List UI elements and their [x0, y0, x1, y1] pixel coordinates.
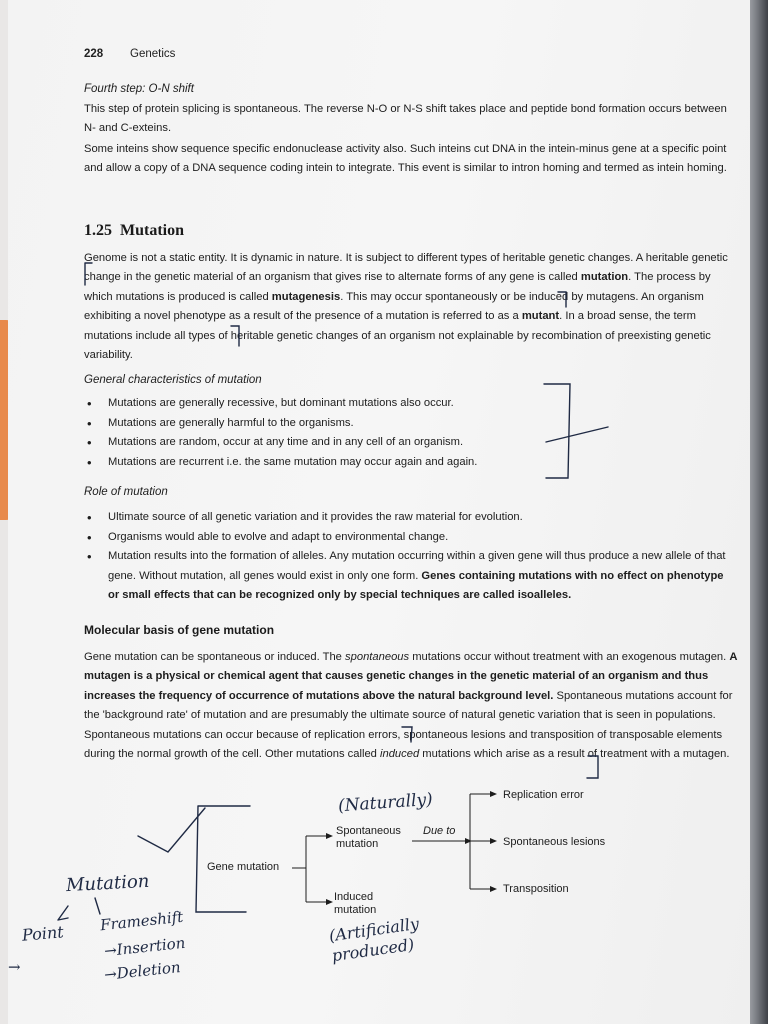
diagram-node-spontaneous: Spontaneous mutation	[336, 825, 401, 850]
handwritten-point: Point	[21, 922, 65, 945]
handwritten-mutation: Mutation	[65, 870, 150, 897]
item-text-bold: Genes containing mutations with no effect on phenotype or small effects that can be recognized only by special techniques are called isoalleles.	[108, 569, 724, 602]
para-text: Spontaneous mutations account for the 'background rate' of mutation and are presumably the ultimate source of natural genetic variation that is seen in populations. Spontaneous mutations can occur because of replication errors, spontaneous lesions and transposition of transposable elements during the normal growth of the cell. Other mutations called	[84, 689, 733, 761]
pen-cross-stroke	[546, 427, 608, 442]
pen-bracket-characteristics	[544, 384, 570, 478]
item-text: Mutation results into the formation of alleles. Any mutation occurring within a given gene will thus produce a new allele of that gene. Without mutation, all genes would exist in only one form.	[108, 550, 726, 582]
handwritten-deletion: →Deletion	[103, 958, 182, 984]
diagram-leaf-transposition: Transposition	[503, 883, 569, 895]
intro-text: Genome is not a static entity. It is dynamic in nature. It is subject to different types of heritable genetic changes. A heritable genetic change in the genetic material of an organism that gives rise to alternate forms of any gene is called	[84, 252, 728, 284]
handwritten-arrow: →	[8, 958, 21, 976]
list-item: • Mutations are generally harmful to the organisms.	[84, 414, 734, 434]
diagram-leaf-replication-error: Replication error	[503, 789, 584, 801]
intro-text: . The process by which mutations is produced is called	[84, 271, 711, 303]
list-item: • Mutations are recurrent i.e. the same mutation may occur again and again.	[84, 453, 734, 473]
para-text: mutations occur without treatment with an exogenous mutagen.	[409, 651, 730, 663]
handwritten-frameshift: Frameshift	[99, 907, 185, 935]
term-spontaneous: spontaneous	[345, 651, 410, 663]
intro-text: . In a broad sense, the term mutations include all types of heritable genetic changes of an organism not explainable by recombination of preexisting genetic variability.	[84, 310, 711, 362]
handwritten-insertion: →Insertion	[103, 933, 187, 961]
diagram-node-induced: Induced mutation	[334, 891, 377, 916]
diagram-root-gene-mutation: Gene mutation	[207, 861, 280, 873]
mutagen-definition: A mutagen is a physical or chemical agent that causes genetic changes in the genetic material of an organism and thus increases the frequency of occurrence of mutations above the natural background level.	[84, 651, 738, 702]
handwritten-artificially-produced: (Artificially produced)	[327, 913, 421, 966]
handwritten-naturally: (Naturally)	[337, 789, 434, 817]
pen-bracket-mutant	[231, 326, 239, 346]
list-item: • Ultimate source of all genetic variation and it provides the raw material for evolution.	[84, 508, 728, 528]
pen-bracket-diagram	[196, 806, 250, 912]
diagram-arrowheads	[326, 791, 497, 905]
para-text: mutations which arise as a result of treatment with a mutagen.	[419, 748, 730, 761]
pen-bracket-start	[85, 263, 92, 285]
pen-bracket-mutagen	[587, 756, 598, 778]
general-characteristics-heading: General characteristics of mutation	[84, 374, 262, 386]
list-item: • Mutations are generally recessive, but dominant mutations also occur.	[84, 394, 734, 414]
fourth-step-paragraph-1: This step of protein splicing is spontaneous. The reverse N-O or N-S shift takes place and peptide bond formation occurs between N- and C-exteins.	[84, 103, 727, 135]
p2-text: Some inteins show sequence specific endonuclease activity also. Such inteins cut DNA in the intein-minus gene at a specific point and allow a copy of a DNA sequence coding intein to integrate. This event is similar to intron homing and termed as intein homing.	[84, 143, 727, 175]
diagram-due-to: Due to	[423, 825, 456, 837]
page-number: 228	[84, 48, 104, 60]
pen-marks	[58, 263, 608, 920]
list-item: • Organisms would able to evolve and adapt to environmental change.	[84, 528, 728, 548]
pen-stroke-frameshift	[95, 898, 100, 914]
pen-tick-mark	[138, 808, 205, 852]
term-mutation: mutation	[580, 271, 629, 284]
diagram-leaf-spontaneous-lesions: Spontaneous lesions	[503, 836, 606, 848]
section-title: Mutation	[120, 222, 184, 239]
pen-bracket-populations	[402, 727, 412, 742]
fourth-step-title: Fourth step: O-N shift	[84, 83, 194, 95]
pen-bracket-mutagenesis	[558, 292, 566, 307]
term-mutagenesis: mutagenesis	[271, 290, 341, 303]
role-of-mutation-heading: Role of mutation	[84, 486, 168, 498]
molecular-basis-heading: Molecular basis of gene mutation	[84, 623, 275, 637]
running-header: Genetics	[130, 48, 176, 60]
term-mutant: mutant	[521, 310, 560, 323]
intro-text: . This may occur spontaneously or be induced by mutagens. An organism exhibiting a novel phenotype as a result of the presence of a mutation is referred to as a	[84, 290, 704, 323]
para-text: Gene mutation can be spontaneous or induced. The	[84, 651, 346, 663]
list-item: • Mutations are random, occur at any time and in any cell of an organism.	[84, 433, 734, 453]
section-number: 1.25	[84, 222, 112, 239]
pen-arrow-to-point	[58, 906, 68, 920]
term-induced: induced	[380, 748, 420, 761]
diagram-connectors	[292, 794, 490, 902]
